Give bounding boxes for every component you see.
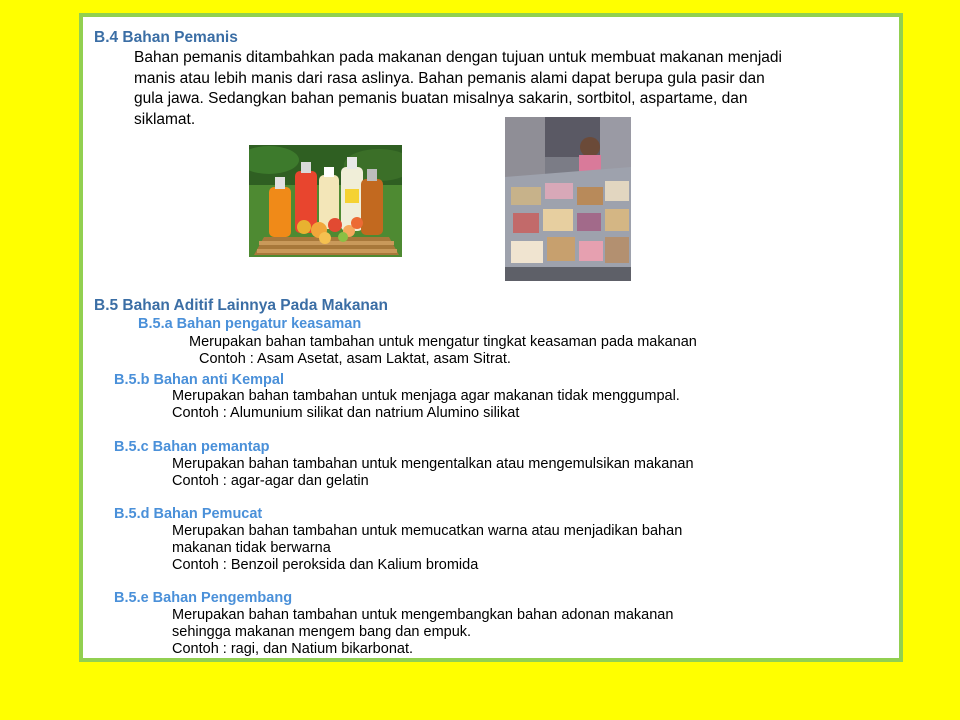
section-b5-heading: B.5 Bahan Aditif Lainnya Pada Makanan: [94, 297, 388, 314]
section-b4-line-3: gula jawa. Sedangkan bahan pemanis buatan misalnya sakarin, sortbitol, aspartame, dan: [134, 90, 748, 107]
section-b5b-line-1: Merupakan bahan tambahan untuk menjaga agar makanan tidak menggumpal.: [172, 388, 680, 404]
section-b5c-line-2: Contoh : agar-agar dan gelatin: [172, 473, 369, 489]
market-snack-stall-photo: [505, 117, 631, 281]
section-b5b-title: B.5.b Bahan anti Kempal: [114, 372, 285, 388]
section-b5e-line-3: Contoh : ragi, dan Natium bikarbonat.: [172, 641, 413, 657]
section-b5b-line-2: Contoh : Alumunium silikat dan natrium Alumino silikat: [172, 405, 520, 421]
section-b4-line-4: siklamat.: [134, 110, 196, 128]
section-b5d-line-3: Contoh : Benzoil peroksida dan Kalium bromida: [172, 557, 479, 573]
section-b4-line-2: manis atau lebih manis dari rasa aslinya. Bahan pemanis alami dapat berupa gula pasir dan: [134, 69, 765, 87]
section-b5e-line-1: Merupakan bahan tambahan untuk mengembangkan bahan adonan makanan: [172, 607, 674, 623]
section-b5c-title: B.5.c Bahan pemantap: [114, 439, 270, 455]
section-b5e-line-2: sehingga makanan mengem bang dan empuk.: [172, 624, 472, 640]
section-b5c-line-1: Merupakan bahan tambahan untuk mengentalkan atau mengemulsikan makanan: [172, 456, 694, 472]
section-b4-heading: B.4 Bahan Pemanis: [94, 29, 238, 46]
section-b5d-line-2: makanan tidak berwarna: [172, 540, 331, 556]
section-b4-line-1: Bahan pemanis ditambahkan pada makanan dengan tujuan untuk membuat makanan menjadi: [134, 49, 782, 66]
section-b5a-title: B.5.a Bahan pengatur keasaman: [138, 316, 362, 332]
juice-bottles-fruit-photo: [249, 145, 402, 257]
section-b5d-title: B.5.d Bahan Pemucat: [114, 506, 263, 522]
section-b5a-line-1: Merupakan bahan tambahan untuk mengatur tingkat keasaman pada makanan: [189, 334, 697, 350]
section-b5a-line-2: Contoh : Asam Asetat, asam Laktat, asam Sitrat.: [199, 351, 511, 367]
section-b5e-title: B.5.e Bahan Pengembang: [114, 590, 293, 606]
section-b5d-line-1: Merupakan bahan tambahan untuk memucatkan warna atau menjadikan bahan: [172, 523, 683, 539]
